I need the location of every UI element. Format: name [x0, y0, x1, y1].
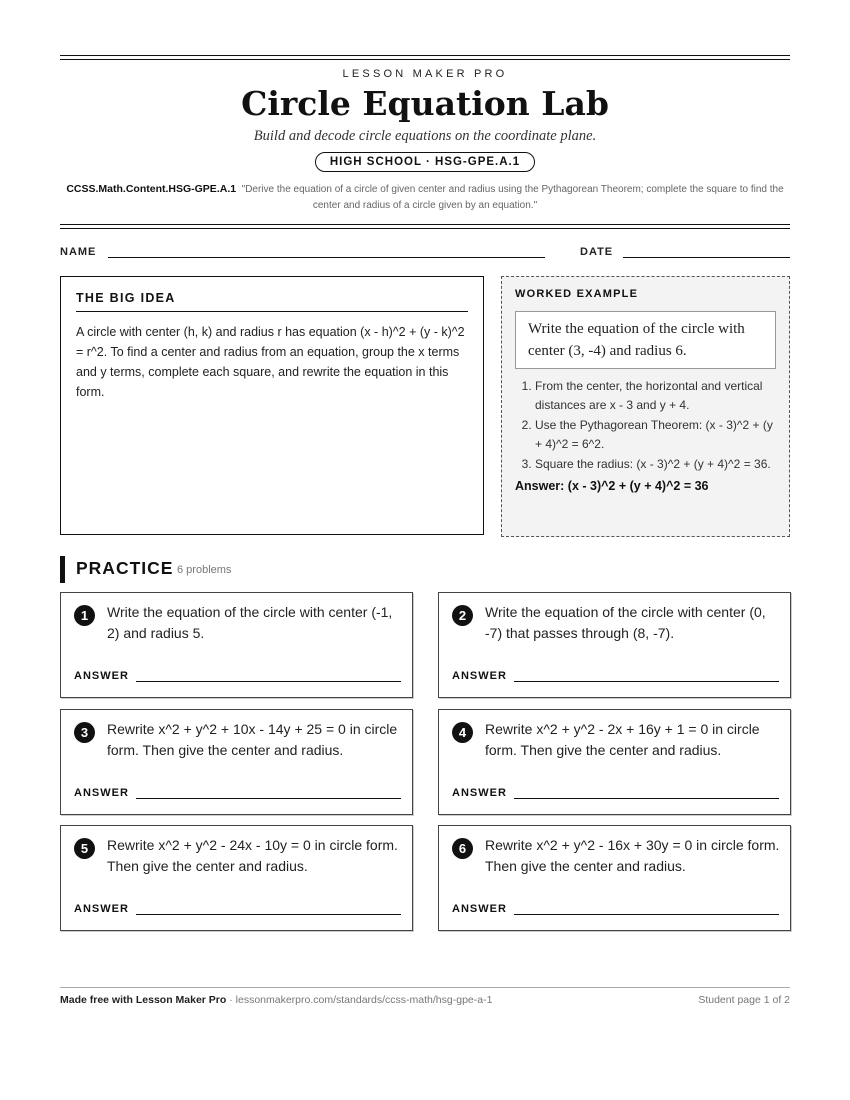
worked-example-answer: Answer: (x - 3)^2 + (y + 4)^2 = 36	[515, 478, 709, 493]
problem-number: 5	[74, 838, 95, 859]
worked-example-steps	[515, 377, 776, 474]
top-rule-inner	[60, 59, 790, 60]
footer-rule	[60, 987, 790, 988]
answer-label: ANSWER	[452, 903, 507, 915]
problem-card-5	[60, 825, 413, 931]
problem-card-4	[438, 709, 791, 815]
problem-text: Rewrite x^2 + y^2 + 10x - 14y + 25 = 0 in circle form. Then give the center and radius.	[107, 721, 398, 758]
problem-text: Write the equation of the circle with center (0, -7) that passes through (8, -7).	[485, 604, 766, 641]
header-bottom-rule	[60, 228, 790, 229]
worked-step: 1. From the center, the horizontal and vertical distances are x - 3 and y + 4.	[535, 377, 776, 414]
footer-url[interactable]: · lessonmakerpro.com/standards/ccss-math/hsg-gpe-a-1	[226, 994, 493, 1006]
page-subtitle: Build and decode circle equations on the coordinate plane.	[253, 128, 597, 144]
name-field[interactable]	[108, 257, 545, 258]
worked-example-prompt: Write the equation of the circle with center (3, -4) and radius 6.	[515, 311, 776, 369]
worked-example-panel	[501, 276, 790, 537]
date-label: DATE	[580, 246, 614, 258]
top-rule	[60, 55, 790, 56]
big-idea-panel	[60, 276, 484, 535]
answer-field[interactable]	[136, 914, 401, 915]
answer-label: ANSWER	[74, 787, 129, 799]
problem-number: 6	[452, 838, 473, 859]
standard-description	[60, 181, 790, 214]
problem-text: Rewrite x^2 + y^2 - 24x - 10y = 0 in circle form. Then give the center and radius.	[107, 837, 398, 874]
worked-step: 2. Use the Pythagorean Theorem: (x - 3)^2 + (y + 4)^2 = 6^2.	[535, 416, 776, 453]
name-label: NAME	[60, 246, 97, 258]
grade-standard-badge: HIGH SCHOOL · HSG-GPE.A.1	[315, 152, 535, 172]
problem-text: Rewrite x^2 + y^2 - 2x + 16y + 1 = 0 in circle form. Then give the center and radius.	[485, 721, 760, 758]
answer-label: ANSWER	[452, 787, 507, 799]
footer-credit	[60, 994, 492, 1006]
problem-number: 1	[74, 605, 95, 626]
footer-made-with: Made free with Lesson Maker Pro	[60, 994, 227, 1006]
answer-label: ANSWER	[452, 670, 507, 682]
page-title: Circle Equation Lab	[241, 84, 609, 123]
standard-code: CCSS.Math.Content.HSG-GPE.A.1	[66, 183, 237, 195]
problem-number: 3	[74, 722, 95, 743]
big-idea-heading: THE BIG IDEA	[76, 291, 468, 312]
answer-field[interactable]	[136, 681, 401, 682]
answer-field[interactable]	[514, 798, 779, 799]
problem-text: Rewrite x^2 + y^2 - 16x + 30y = 0 in circle form. Then give the center and radius.	[485, 837, 780, 874]
problem-card-3	[60, 709, 413, 815]
standard-text: "Derive the equation of a circle of given center and radius using the Pythagorean Theorem; complete the square to find the center and radius of a circle given by an equation."	[241, 184, 784, 211]
practice-accent-bar	[60, 556, 65, 583]
brand-name: LESSON MAKER PRO	[342, 68, 508, 80]
problem-card-1	[60, 592, 413, 698]
problem-number: 4	[452, 722, 473, 743]
practice-count: 6 problems	[177, 564, 232, 576]
big-idea-body: A circle with center (h, k) and radius r has equation (x - h)^2 + (y - k)^2 = r^2. To find a center and radius from an equation, group the x terms and y terms, complete each square, and rewrite the equation in this form.	[76, 325, 465, 399]
problem-card-6	[438, 825, 791, 931]
answer-label: ANSWER	[74, 903, 129, 915]
date-field[interactable]	[623, 257, 790, 258]
header-bottom-rule-inner	[60, 224, 790, 225]
answer-label: ANSWER	[74, 670, 129, 682]
worked-example-heading: WORKED EXAMPLE	[515, 288, 639, 300]
practice-heading: PRACTICE	[76, 558, 174, 578]
problem-card-2	[438, 592, 791, 698]
answer-field[interactable]	[136, 798, 401, 799]
problem-number: 2	[452, 605, 473, 626]
answer-field[interactable]	[514, 914, 779, 915]
answer-field[interactable]	[514, 681, 779, 682]
worked-step: 3. Square the radius: (x - 3)^2 + (y + 4)^2 = 36.	[535, 455, 776, 474]
problem-text: Write the equation of the circle with center (-1, 2) and radius 5.	[107, 604, 393, 641]
footer-page-number: Student page 1 of 2	[698, 994, 790, 1006]
